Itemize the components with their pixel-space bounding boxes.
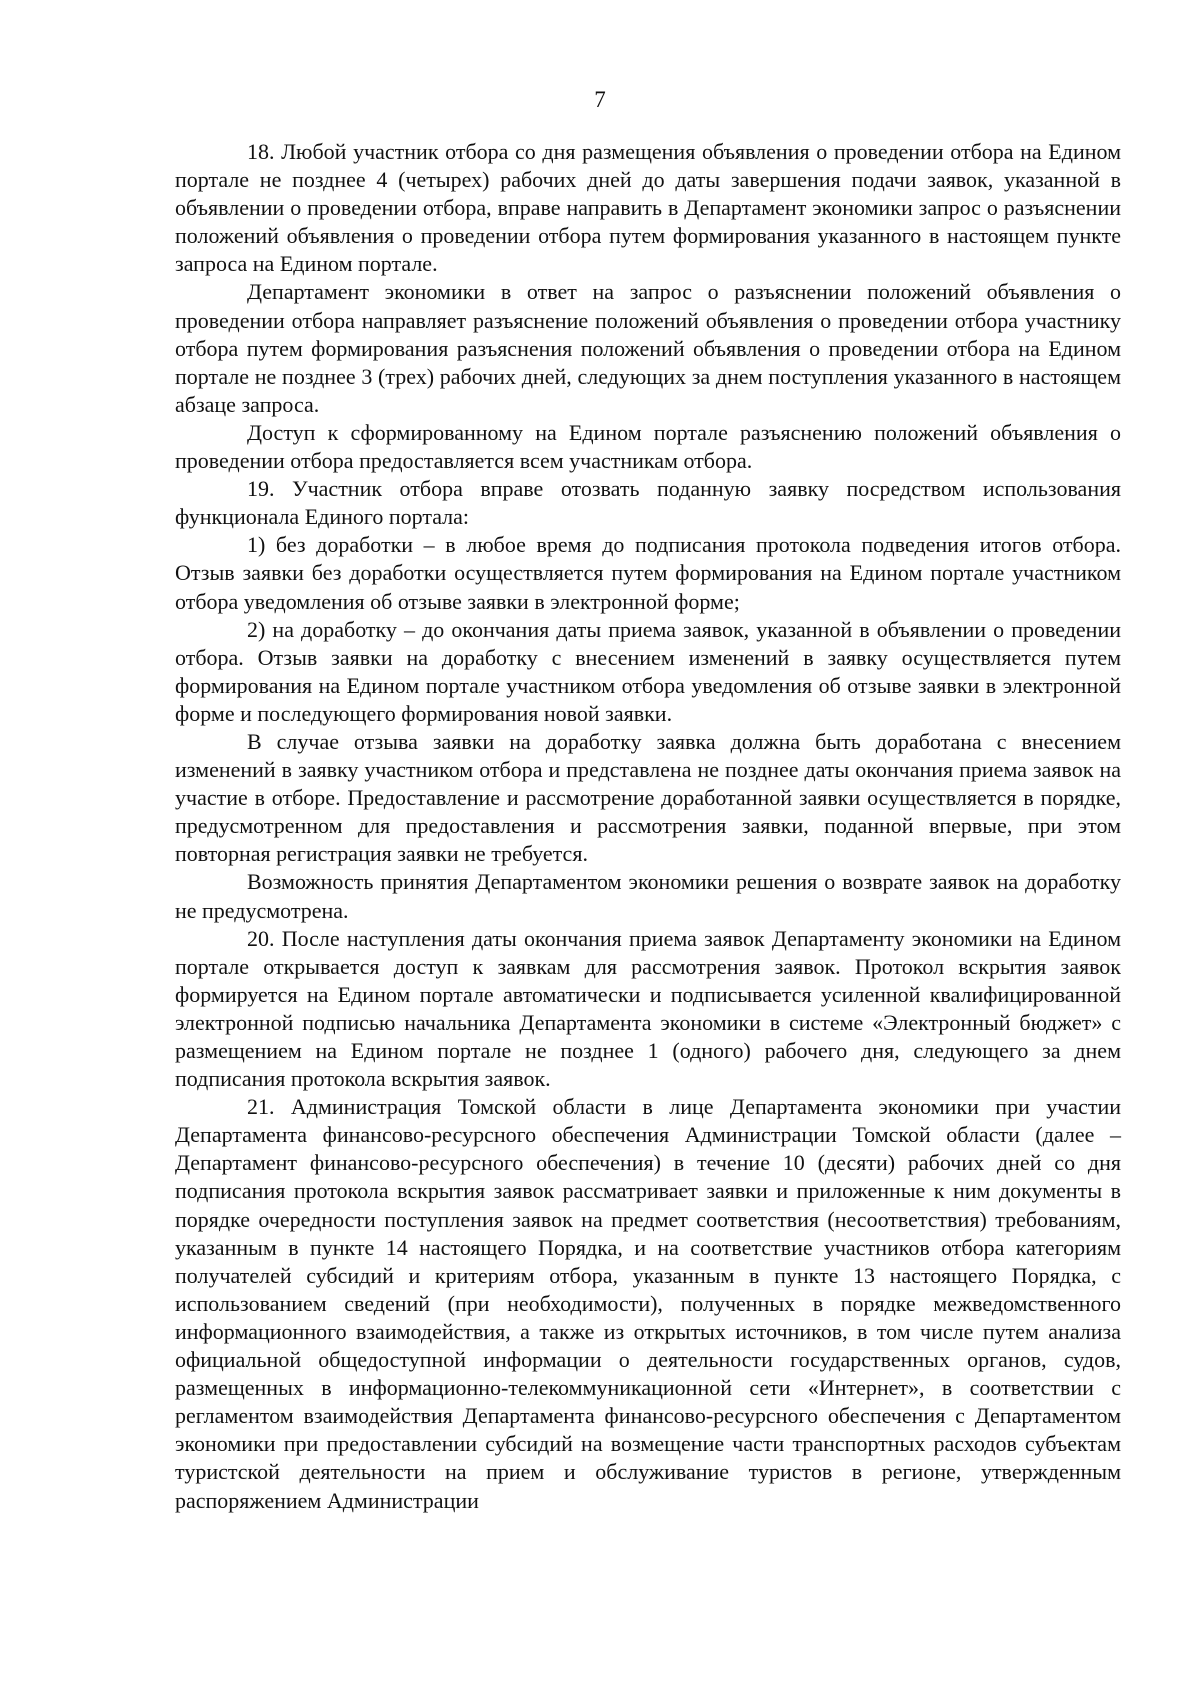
paragraph-response: Департамент экономики в ответ на запрос о разъяснении положений объявления о проведении отбора направляет разъяснение положений объявления о проведении отбора участнику отбора путем формирования разъяснения положений объявления о проведении отбора на Едином портале не позднее 3 (трех) рабочих дней, следующих за днем поступления указанного в настоящем абзаце запроса.	[175, 279, 1121, 417]
paragraph-21: 21. Администрация Томской области в лице Департамента экономики при участии Департамента финансово-ресурсного обеспечения Администрации Томской области (далее – Департамент финансово-ресурсного обеспечения) в течение 10 (десяти) рабочих дней со дня подписания протокола вскрытия заявок рассматривает заявки и приложенные к ним документы в порядке очередности поступления заявок на предмет соответствия (несоответствия) требованиям, указанным в пункте 14 настоящего Порядка, и на соответствие участников отбора категориям получателей субсидий и критериям отбора, указанным в пункте 13 настоящего Порядка, с использованием сведений (при необходимости), полученных в порядке межведомственного информационного взаимодействия, а также из открытых источников, в том числе путем анализа официальной общедоступной информации о деятельности государственных органов, судов, размещенных в информационно-телекоммуникационной сети «Интернет», в соответствии с регламентом взаимодействия Департамента финансово-ресурсного обеспечения с Департаментом экономики при предоставлении субсидий на возмещение части транспортных расходов субъектам туристской деятельности на прием и обслуживание туристов в регионе, утвержденным распоряжением Администрации	[175, 1094, 1121, 1513]
document-body	[175, 138, 1121, 1515]
paragraph-19-item-1: 1) без доработки – в любое время до подписания протокола подведения итогов отбора. Отзыв заявки без доработки осуществляется путем формирования на Едином портале участником отбора уведомления об отзыве заявки в электронной форме;	[175, 532, 1121, 614]
paragraph-access: Доступ к сформированному на Едином портале разъяснению положений объявления о проведении отбора предоставляется всем участникам отбора.	[175, 419, 1121, 474]
page-number: 7	[594, 87, 606, 112]
paragraph-19-item-2: 2) на доработку – до окончания даты приема заявок, указанной в объявлении о проведении отбора. Отзыв заявки на доработку с внесением изменений в заявку осуществляется путем формирования на Едином портале участником отбора уведомления об отзыве заявки в электронной форме и последующего формирования новой заявки.	[175, 616, 1121, 726]
paragraph-rework: В случае отзыва заявки на доработку заявка должна быть доработана с внесением изменений в заявку участником отбора и представлена не позднее даты окончания приема заявок на участие в отборе. Предоставление и рассмотрение доработанной заявки осуществляется в порядке, предусмотренном для предоставления и рассмотрения заявки, поданной впервые, при этом повторная регистрация заявки не требуется.	[175, 728, 1121, 867]
paragraph-return: Возможность принятия Департаментом экономики решения о возврате заявок на доработку не предусмотрена.	[175, 869, 1121, 923]
paragraph-18: 18. Любой участник отбора со дня размещения объявления о проведении отбора на Едином портале не позднее 4 (четырех) рабочих дней до даты завершения подачи заявок, указанной в объявлении о проведении отбора, вправе направить в Департамент экономики запрос о разъяснении положений объявления о проведении отбора путем формирования указанного в настоящем пункте запроса на Едином портале.	[175, 139, 1121, 277]
paragraph-19: 19. Участник отбора вправе отозвать поданную заявку посредством использования функционала Единого портала:	[175, 476, 1121, 530]
paragraph-20: 20. После наступления даты окончания приема заявок Департаменту экономики на Едином портале открывается доступ к заявкам для рассмотрения заявок. Протокол вскрытия заявок формируется на Едином портале автоматически и подписывается усиленной квалифицированной электронной подписью начальника Департамента экономики в системе «Электронный бюджет» с размещением на Едином портале не позднее 1 (одного) рабочего дня, следующего за днем подписания протокола вскрытия заявок.	[175, 925, 1121, 1092]
